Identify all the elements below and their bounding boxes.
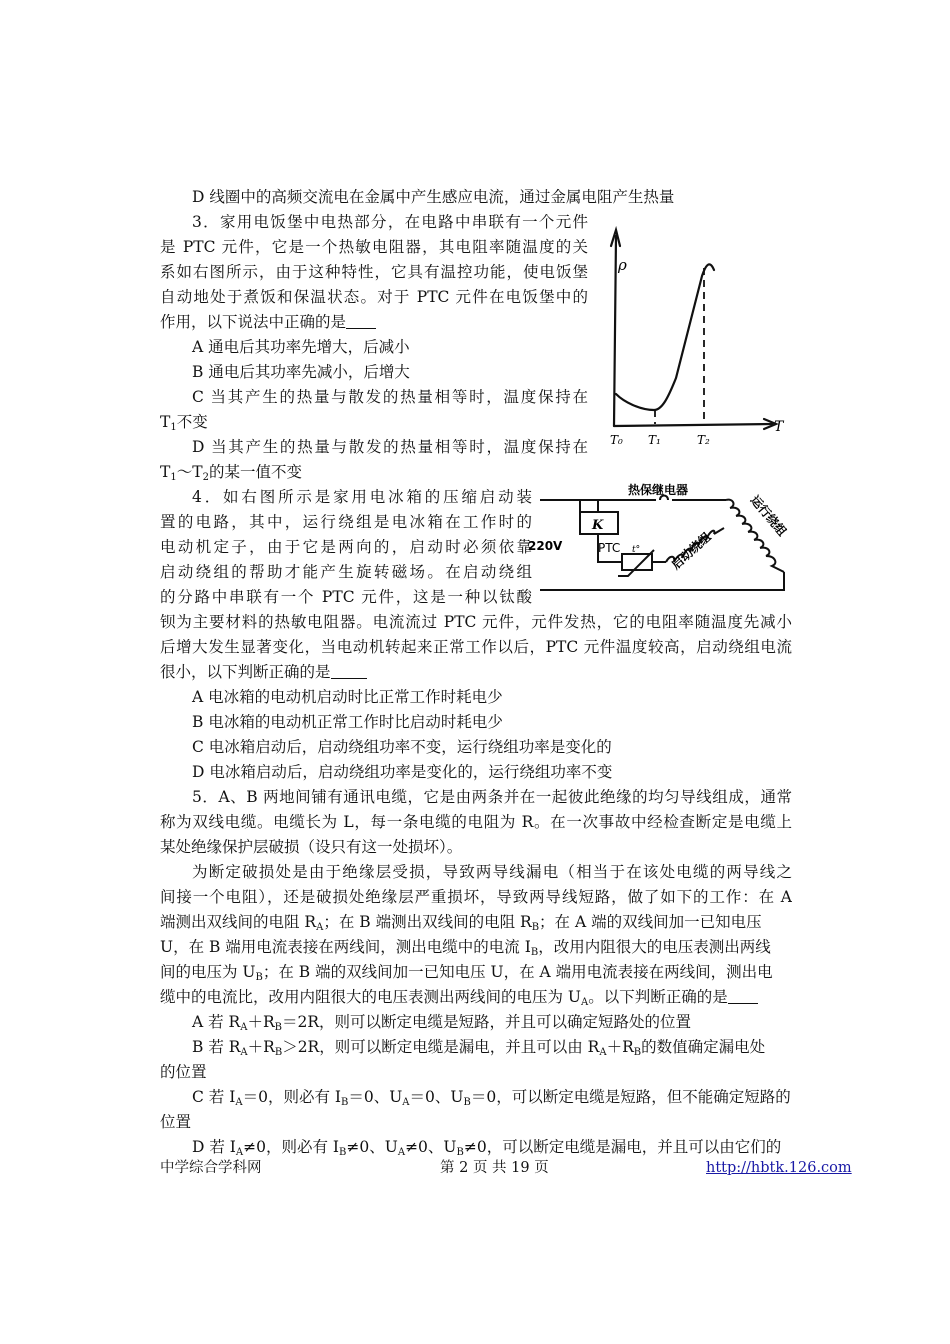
q4-line-2: 置的电路，其中，运行绕组是电冰箱在工作时的	[160, 513, 532, 531]
q5-option-b: B 若 $R_A+R_B>2R$，则可以断定电缆是漏电，并且可以由 $R_A+R_B$的数值确定漏电处	[192, 1038, 766, 1058]
q3-option-c: C 当其产生的热量与散发的热量相等时，温度保持在	[192, 388, 588, 406]
q4-option-b: B 电冰箱的电动机正常工作时比启动时耗电少	[192, 713, 503, 731]
q3-option-b: B 通电后其功率先减小，后增大	[192, 363, 410, 381]
answer-blank	[331, 664, 367, 679]
t1-label: T₁	[648, 433, 661, 447]
q4-line-8: 很小，以下判断正确的是	[160, 660, 792, 684]
footer-page-number: 第 2 页 共 19 页	[440, 1160, 549, 1176]
q3-line-1: 3．家用电饭堡中电热部分，在电路中串联有一个元件	[192, 213, 588, 231]
ptc-label: PTC	[598, 541, 621, 555]
q3-line-2: 是 PTC 元件，它是一个热敏电阻器，其电阻率随温度的关	[160, 238, 588, 256]
answer-blank	[728, 989, 758, 1004]
t-axis-label: T	[774, 419, 784, 435]
q5-line-7: U，在 B 端用电流表接在两线间，测出电缆中的电流 $I_B$，改用内阻很大的电压表测出两线	[160, 938, 771, 958]
q5-line-9: 缆中的电流比，改用内阻很大的电压表测出两线间的电压为 $U_A$。以下判断正确的是	[160, 985, 792, 1009]
q4-option-a: A 电冰箱的电动机启动时比正常工作时耗电少	[192, 688, 503, 706]
q4-line-5: 的分路中串联有一个 PTC 元件，这是一种以钛酸	[160, 588, 532, 606]
q4-line-3: 电动机定子，由于它是两向的，启动时必须依靠	[160, 538, 532, 556]
x-axis	[614, 424, 772, 426]
q4-line-7: 后增大发生显著变化，当电动机转起来正常工作以后，PTC 元件温度较高，启动绕组电流	[160, 638, 792, 656]
footer-site-name: 中学综合学科网	[160, 1160, 262, 1176]
t0-label: T₀	[610, 433, 623, 447]
k-label: K	[592, 518, 604, 533]
q5-option-b-cont: 的位置	[160, 1063, 207, 1081]
temperature-label: t°	[632, 545, 641, 555]
q4-line-1: 4．如右图所示是家用电冰箱的压缩启动装	[192, 488, 532, 506]
q3-option-d: D 当其产生的热量与散发的热量相等时，温度保持在	[192, 438, 588, 456]
q3-line-3: 系如右图所示，由于这种特性，它具有温控功能，使电饭堡	[160, 263, 588, 281]
q5-option-d: D 若 $I_A\ne 0$，则必有 $I_B\ne 0$、$U_A\ne 0$、$U_B\ne 0$，可以断定电缆是漏电，并且可以由它们的	[192, 1138, 782, 1158]
ptc-resistivity-graph	[600, 218, 795, 450]
run-winding-label: 运行绕组	[747, 492, 790, 539]
q5-line-6: 端测出双线间的电阻 $R_A$；在 B 端测出双线间的电阻 $R_B$；在 A 端的双线间加一已知电压	[160, 913, 762, 933]
q4-line-4: 启动绕组的帮助才能产生旋转磁场。在启动绕组	[160, 563, 532, 581]
q5-line-2: 称为双线电缆。电缆长为 L，每一条电缆的电阻为 R。在一次事故中经检查断定是电缆上	[160, 813, 792, 831]
q5-line-3: 某处绝缘保护层破损（设只有这一处损坏）。	[160, 838, 463, 856]
q5-line-4: 为断定破损处是由于绝缘层受损，导致两导线漏电（相当于在该处电缆的两导线之	[192, 863, 792, 881]
q5-option-c-cont: 位置	[160, 1113, 192, 1131]
q5-line-8: 间的电压为 $U_B$；在 B 端的双线间加一已知电压 U，在 A 端用电流表接在两线间，测出电	[160, 963, 773, 983]
q5-line-5: 间接一个电阻），还是破损处绝缘层严重损坏，导致两导线短路，做了如下的工作：在 A	[160, 888, 792, 906]
q3-option-c-cont: $T_1$不变	[160, 413, 208, 433]
answer-blank	[346, 314, 376, 329]
refrigerator-circuit	[528, 478, 792, 598]
rho-label: ρ	[618, 256, 627, 274]
q5-line-1: 5．A、B 两地间铺有通讯电缆，它是由两条并在一起彼此绝缘的均匀导线组成，通常	[192, 788, 792, 806]
q4-option-d: D 电冰箱启动后，启动绕组功率是变化的，运行绕组功率不变	[192, 763, 613, 781]
y-axis	[614, 236, 616, 426]
voltage-label: 220V	[528, 539, 563, 553]
option-d-q2: D 线圈中的高频交流电在金属中产生感应电流，通过金属电阻产生热量	[192, 188, 675, 206]
footer-link[interactable]: http://hbtk.126.com	[706, 1160, 852, 1176]
start-winding-label: 启动绕组	[668, 529, 714, 573]
q3-option-d-cont: $T_1\sim T_2$的某一值不变	[160, 463, 302, 483]
q4-line-6: 钡为主要材料的热敏电阻器。电流流过 PTC 元件，元件发热，它的电阻率随温度先减小	[160, 613, 792, 631]
q3-line-4: 自动地处于煮饭和保温状态。对于 PTC 元件在电饭堡中的	[160, 288, 588, 306]
q3-option-a: A 通电后其功率先增大，后减小	[192, 338, 410, 356]
bottom-wire	[540, 572, 784, 590]
q3-line-5: 作用，以下说法中正确的是	[160, 310, 588, 334]
t2-label: T₂	[697, 433, 710, 447]
q4-option-c: C 电冰箱启动后，启动绕组功率不变，运行绕组功率是变化的	[192, 738, 612, 756]
q5-option-a: A 若 $R_A+R_B=2R$，则可以断定电缆是短路，并且可以确定短路处的位置	[192, 1013, 692, 1033]
q5-option-c: C 若 $I_A=0$，则必有 $I_B=0$、$U_A=0$、$U_B=0$，可以断定电缆是短路，但不能确定短路的	[192, 1088, 791, 1108]
thermal-relay-label: 热保继电器	[628, 483, 689, 497]
resistivity-curve	[616, 264, 714, 410]
junction-wire	[714, 528, 724, 534]
